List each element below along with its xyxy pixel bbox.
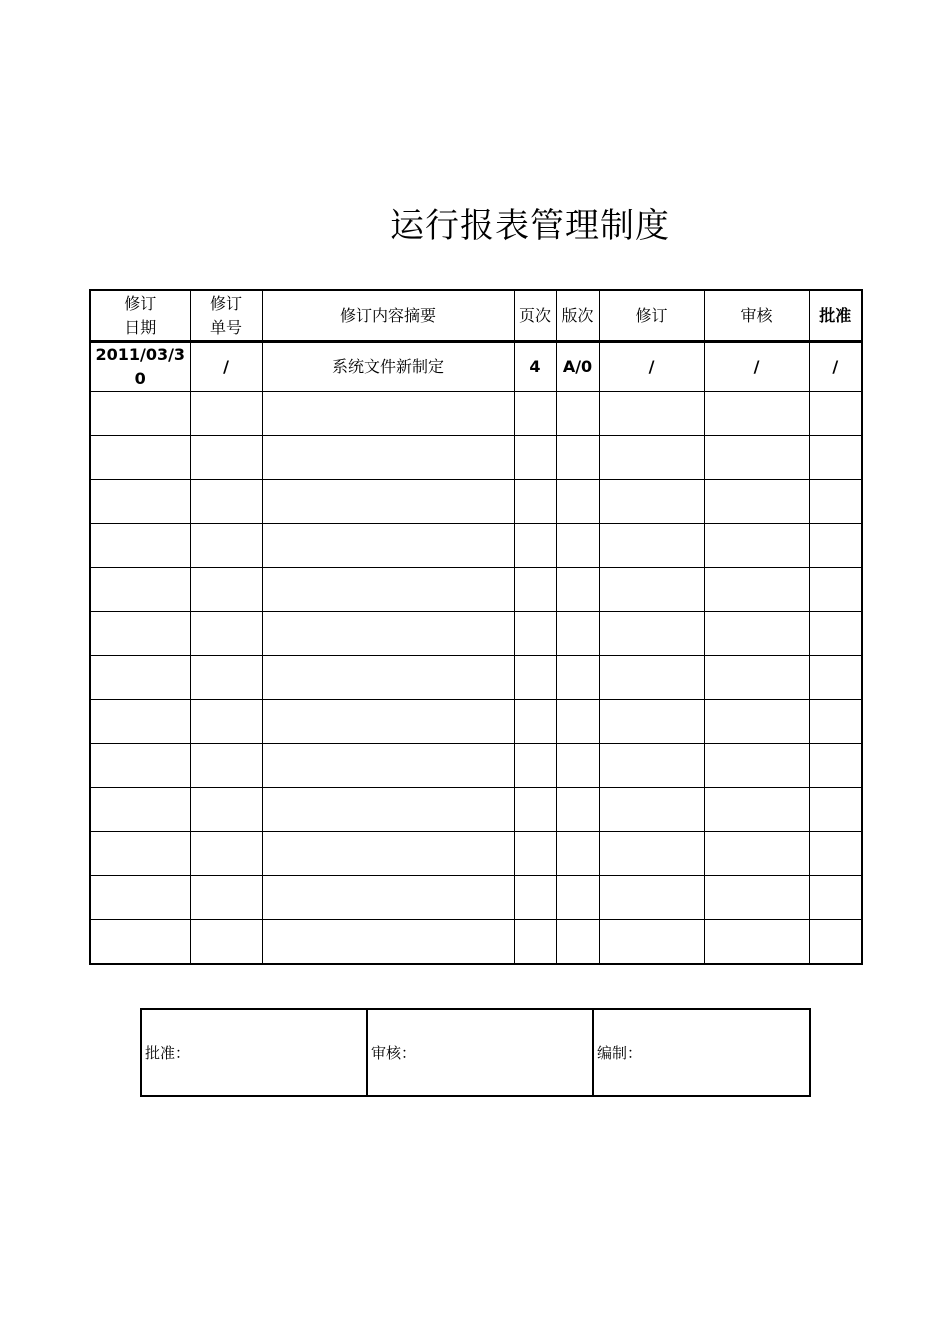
- table-row: [90, 342, 862, 392]
- cell-page: [514, 920, 556, 965]
- header-revise: 修订: [599, 290, 704, 342]
- signoff-approve: 批准：: [141, 1009, 367, 1096]
- cell-page: [514, 876, 556, 920]
- cell-approve: [809, 788, 862, 832]
- cell-approve: [809, 612, 862, 656]
- cell-revise: [599, 524, 704, 568]
- cell-date: [90, 744, 190, 788]
- header-review: 审核: [704, 290, 809, 342]
- cell-summary: [262, 788, 514, 832]
- header-revision-number-line1: 修订: [209, 293, 242, 313]
- cell-review: [704, 832, 809, 876]
- table-row: [90, 832, 862, 876]
- cell-approve: [809, 656, 862, 700]
- cell-summary: [262, 700, 514, 744]
- cell-approve: [809, 524, 862, 568]
- cell-page: 4: [514, 342, 556, 392]
- cell-review: [704, 700, 809, 744]
- cell-approve: [809, 568, 862, 612]
- cell-review: [704, 876, 809, 920]
- signoff-table: [140, 1008, 811, 1097]
- cell-version: [556, 480, 599, 524]
- header-revision-date-line1: 修订: [124, 293, 157, 313]
- cell-revise: [599, 744, 704, 788]
- cell-summary: [262, 392, 514, 436]
- header-page: 页次: [514, 290, 556, 342]
- header-revision-number-line2: 单号: [209, 317, 242, 337]
- cell-summary: [262, 524, 514, 568]
- cell-page: [514, 436, 556, 480]
- cell-revise: [599, 656, 704, 700]
- cell-revise: [599, 788, 704, 832]
- cell-date: [90, 612, 190, 656]
- cell-page: [514, 568, 556, 612]
- cell-approve: [809, 436, 862, 480]
- cell-date: 2011/03/30: [90, 342, 190, 392]
- table-row: [90, 788, 862, 832]
- cell-version: [556, 612, 599, 656]
- cell-number: /: [190, 342, 262, 392]
- cell-revise: [599, 700, 704, 744]
- cell-number: [190, 480, 262, 524]
- cell-review: [704, 436, 809, 480]
- cell-version: [556, 656, 599, 700]
- cell-revise: [599, 480, 704, 524]
- cell-revise: [599, 436, 704, 480]
- cell-date: [90, 920, 190, 965]
- cell-summary: [262, 568, 514, 612]
- cell-number: [190, 436, 262, 480]
- cell-date: [90, 524, 190, 568]
- cell-summary: [262, 612, 514, 656]
- cell-date: [90, 568, 190, 612]
- cell-version: [556, 700, 599, 744]
- cell-review: [704, 612, 809, 656]
- cell-approve: /: [809, 342, 862, 392]
- cell-page: [514, 700, 556, 744]
- document-title: 运行报表管理制度: [390, 206, 670, 246]
- cell-date: [90, 436, 190, 480]
- cell-date: [90, 876, 190, 920]
- cell-version: [556, 876, 599, 920]
- header-row: [90, 290, 862, 342]
- cell-number: [190, 788, 262, 832]
- cell-review: [704, 392, 809, 436]
- cell-approve: [809, 480, 862, 524]
- cell-review: [704, 744, 809, 788]
- signoff-row: [141, 1009, 810, 1096]
- cell-review: [704, 524, 809, 568]
- cell-page: [514, 392, 556, 436]
- cell-review: [704, 480, 809, 524]
- signoff-compile: 编制：: [593, 1009, 810, 1096]
- cell-review: [704, 788, 809, 832]
- cell-date: [90, 480, 190, 524]
- cell-version: [556, 392, 599, 436]
- cell-page: [514, 524, 556, 568]
- cell-number: [190, 832, 262, 876]
- table-row: [90, 524, 862, 568]
- table-row: [90, 436, 862, 480]
- cell-date: [90, 788, 190, 832]
- cell-review: /: [704, 342, 809, 392]
- cell-page: [514, 656, 556, 700]
- header-revision-date-line2: 日期: [124, 317, 157, 337]
- cell-page: [514, 480, 556, 524]
- cell-revise: [599, 920, 704, 965]
- header-version: 版次: [556, 290, 599, 342]
- cell-approve: [809, 392, 862, 436]
- cell-summary: [262, 876, 514, 920]
- cell-summary: [262, 744, 514, 788]
- cell-revise: [599, 568, 704, 612]
- cell-summary: [262, 436, 514, 480]
- cell-approve: [809, 744, 862, 788]
- header-summary: 修订内容摘要: [262, 290, 514, 342]
- table-row: [90, 876, 862, 920]
- cell-number: [190, 700, 262, 744]
- header-revision-date: [90, 290, 190, 342]
- cell-summary: [262, 480, 514, 524]
- table-row: [90, 656, 862, 700]
- cell-number: [190, 920, 262, 965]
- cell-date: [90, 700, 190, 744]
- cell-number: [190, 524, 262, 568]
- revision-table: [89, 289, 863, 965]
- table-row: [90, 480, 862, 524]
- cell-review: [704, 568, 809, 612]
- cell-number: [190, 744, 262, 788]
- signoff-review: 审核：: [367, 1009, 593, 1096]
- table-row: [90, 568, 862, 612]
- cell-approve: [809, 700, 862, 744]
- cell-date: [90, 832, 190, 876]
- cell-version: A/0: [556, 342, 599, 392]
- cell-revise: [599, 876, 704, 920]
- cell-version: [556, 920, 599, 965]
- cell-version: [556, 524, 599, 568]
- cell-number: [190, 392, 262, 436]
- table-row: [90, 612, 862, 656]
- header-revision-number: [190, 290, 262, 342]
- cell-date: [90, 392, 190, 436]
- cell-number: [190, 568, 262, 612]
- cell-page: [514, 788, 556, 832]
- table-row: [90, 392, 862, 436]
- cell-summary: [262, 832, 514, 876]
- cell-approve: [809, 920, 862, 965]
- cell-page: [514, 612, 556, 656]
- cell-number: [190, 612, 262, 656]
- cell-revise: [599, 612, 704, 656]
- table-row: [90, 744, 862, 788]
- cell-summary: [262, 920, 514, 965]
- cell-date: [90, 656, 190, 700]
- cell-version: [556, 744, 599, 788]
- cell-revise: [599, 392, 704, 436]
- cell-version: [556, 436, 599, 480]
- table-row: [90, 920, 862, 965]
- cell-summary: 系统文件新制定: [262, 342, 514, 392]
- cell-version: [556, 568, 599, 612]
- cell-page: [514, 832, 556, 876]
- table-row: [90, 700, 862, 744]
- cell-approve: [809, 832, 862, 876]
- cell-number: [190, 876, 262, 920]
- cell-review: [704, 920, 809, 965]
- cell-summary: [262, 656, 514, 700]
- cell-approve: [809, 876, 862, 920]
- cell-page: [514, 744, 556, 788]
- cell-number: [190, 656, 262, 700]
- header-approve: 批准: [809, 290, 862, 342]
- cell-revise: /: [599, 342, 704, 392]
- cell-version: [556, 788, 599, 832]
- cell-version: [556, 832, 599, 876]
- cell-review: [704, 656, 809, 700]
- cell-revise: [599, 832, 704, 876]
